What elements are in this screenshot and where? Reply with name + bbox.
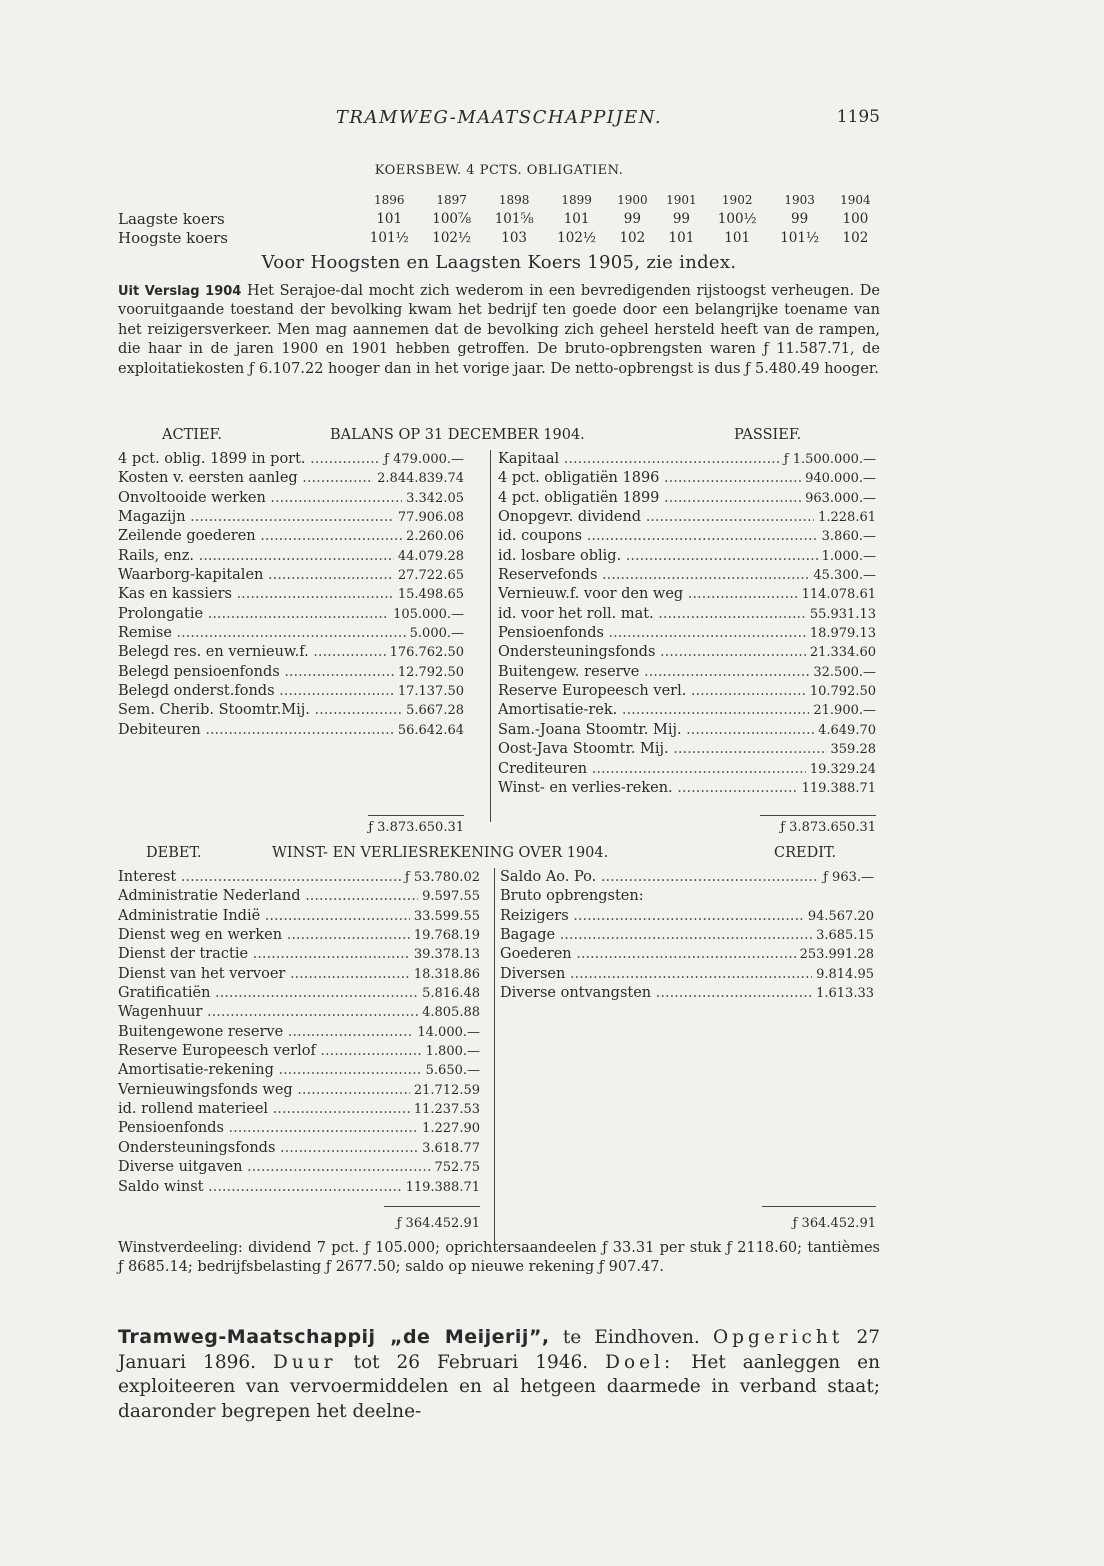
actief-row-value: 2.260.06 bbox=[402, 527, 464, 546]
balans-title: BALANS OP 31 DECEMBER 1904. bbox=[330, 427, 585, 443]
passief-row-value: 21.900.— bbox=[809, 701, 876, 720]
passief-row-label: Winst- en verlies-reken. ..... bbox=[498, 779, 876, 798]
passief-row-label: Sam.-Joana Stoomtr. Mij. ..... bbox=[498, 721, 876, 740]
koers-cell: 99 bbox=[623, 210, 641, 227]
koers-cell: 102 bbox=[842, 229, 869, 246]
passief-row bbox=[498, 585, 876, 604]
credit-row bbox=[500, 945, 874, 964]
actief-row bbox=[118, 489, 464, 508]
winst-verlies-heading bbox=[118, 845, 880, 865]
credit-row-label: Goederen ..... bbox=[500, 945, 874, 964]
passief-row-value: 45.300.— bbox=[809, 566, 876, 585]
passief-row bbox=[498, 469, 876, 488]
koers-cell: 102 bbox=[619, 229, 646, 246]
koers-cell: 100 bbox=[842, 210, 869, 227]
actief-row-label: Belegd onderst.fonds ..... bbox=[118, 682, 464, 701]
actief-heading: ACTIEF. bbox=[162, 427, 222, 443]
debet-row-label: Pensioenfonds ..... bbox=[118, 1119, 480, 1138]
duur-value: tot 26 Februari 1946. bbox=[353, 1351, 589, 1373]
koers-cell: 99 bbox=[672, 210, 691, 227]
debet-row bbox=[118, 1023, 480, 1042]
actief-row bbox=[118, 585, 464, 604]
actief-row-label: Prolongatie ..... bbox=[118, 605, 464, 624]
passief-row bbox=[498, 527, 876, 546]
debet-row bbox=[118, 1042, 480, 1061]
passief-row bbox=[498, 760, 876, 779]
debet-row-value: 39.378.13 bbox=[410, 945, 480, 964]
koers-cell: 100⅞ bbox=[432, 210, 472, 227]
actief-row-label: Rails, enz. ..... bbox=[118, 547, 464, 566]
year-cell: 1898 bbox=[498, 192, 530, 207]
passief-heading: PASSIEF. bbox=[734, 427, 802, 443]
passief-row bbox=[498, 682, 876, 701]
doel-label: Doel: bbox=[605, 1351, 675, 1373]
passief-row bbox=[498, 740, 876, 759]
year-cell: 1896 bbox=[373, 192, 405, 207]
actief-row bbox=[118, 527, 464, 546]
actief-row-label: Zeilende goederen ..... bbox=[118, 527, 464, 546]
debet-row-label: Wagenhuur ..... bbox=[118, 1003, 480, 1022]
koers-cell: 102½ bbox=[432, 229, 472, 246]
actief-row-value: 2.844.839.74 bbox=[373, 469, 464, 488]
actief-row bbox=[118, 682, 464, 701]
actief-row bbox=[118, 469, 464, 488]
actief-row bbox=[118, 566, 464, 585]
debet-row-value: 3.618.77 bbox=[418, 1139, 480, 1158]
passief-row-value: 18.979.13 bbox=[806, 624, 876, 643]
company-name: Tramweg-Maatschappij „de Meijerij”, bbox=[118, 1326, 550, 1348]
debet-row bbox=[118, 984, 480, 1003]
passief-row-label: Oost-Java Stoomtr. Mij. ..... bbox=[498, 740, 876, 759]
debet-row-label: Vernieuwingsfonds weg ..... bbox=[118, 1081, 480, 1100]
actief-row-value: 77.906.08 bbox=[394, 508, 464, 527]
passief-row-label: Crediteuren ..... bbox=[498, 760, 876, 779]
actief-total-rule bbox=[368, 815, 464, 816]
passief-row-value: 32.500.— bbox=[809, 663, 876, 682]
debet-total-rule bbox=[384, 1206, 480, 1207]
passief-row-value: 19.329.24 bbox=[806, 760, 876, 779]
actief-row-value: 3.342.05 bbox=[402, 489, 464, 508]
actief-row-label: Waarborg-kapitalen ..... bbox=[118, 566, 464, 585]
debet-row-label: Saldo winst ..... bbox=[118, 1178, 480, 1197]
actief-row-label: Kas en kassiers ..... bbox=[118, 585, 464, 604]
passief-total: ƒ 3.873.650.31 bbox=[780, 820, 876, 835]
actief-row-value: 5.667.28 bbox=[402, 701, 464, 720]
debet-row-label: Reserve Europeesch verlof ..... bbox=[118, 1042, 480, 1061]
actief-row-label: Belegd pensioenfonds ..... bbox=[118, 663, 464, 682]
credit-row-label: Bagage ..... bbox=[500, 926, 874, 945]
debet-row bbox=[118, 1081, 480, 1100]
passief-row bbox=[498, 605, 876, 624]
year-cell: 1903 bbox=[784, 192, 815, 207]
credit-heading: CREDIT. bbox=[774, 845, 837, 861]
actief-row-label: Magazijn ..... bbox=[118, 508, 464, 527]
credit-total-rule bbox=[762, 1206, 876, 1207]
actief-row-label: Belegd res. en vernieuw.f. ..... bbox=[118, 643, 464, 662]
koers-cell: 103 bbox=[501, 229, 528, 246]
debet-row-value: 33.599.55 bbox=[410, 907, 480, 926]
debet-row-value: 9.597.55 bbox=[418, 887, 480, 906]
debet-row-label: id. rollend materieel ..... bbox=[118, 1100, 480, 1119]
page-header bbox=[118, 107, 880, 135]
actief-row-value: 12.792.50 bbox=[394, 663, 464, 682]
actief-row-value: 5.000.— bbox=[406, 624, 464, 643]
passief-row bbox=[498, 643, 876, 662]
passief-row-value: 940.000.— bbox=[801, 469, 876, 488]
passief-row-value: 10.792.50 bbox=[806, 682, 876, 701]
company-place: te Eindhoven. bbox=[562, 1327, 700, 1348]
passief-row-value: 55.931.13 bbox=[806, 605, 876, 624]
passief-row-label: Vernieuw.f. voor den weg ..... bbox=[498, 585, 876, 604]
credit-row bbox=[500, 868, 874, 887]
passief-row-value: 21.334.60 bbox=[806, 643, 876, 662]
debet-row-label: Amortisatie-rekening ..... bbox=[118, 1061, 480, 1080]
koers-note: Voor Hoogsten en Laagsten Koers 1905, zie index. bbox=[261, 252, 737, 273]
debet-row-label: Dienst weg en werken ..... bbox=[118, 926, 480, 945]
debet-row-value: 19.768.19 bbox=[410, 926, 480, 945]
credit-row bbox=[500, 887, 874, 906]
passief-row bbox=[498, 489, 876, 508]
actief-row bbox=[118, 547, 464, 566]
koers-cell: 101 bbox=[563, 210, 590, 227]
passief-row-label: Pensioenfonds ..... bbox=[498, 624, 876, 643]
verslag-text: Het Serajoe-dal mocht zich wederom in een bevredigenden rijstoogst verheugen. De vooruitgaande toestand der bevolking kwam het bedrijf ten goede door een belangrijke toename van het reizigersverkeer. Men mag aannemen dat de bevolking zich geheel hersteld heeft van de rampen, die haar in de jaren 1900 en 1901 hebben getroffen. De bruto-opbrengsten waren ƒ 11.587.71, de exploitatiekosten ƒ 6.107.22 hooger dan in het vorige jaar. De netto-opbrengst is dus ƒ 5.480.49 hooger. bbox=[118, 283, 880, 377]
passief-row-value: ƒ 1.500.000.— bbox=[780, 450, 876, 469]
credit-row bbox=[500, 907, 874, 926]
balans-divider bbox=[490, 450, 491, 822]
actief-row-value: ƒ 479.000.— bbox=[380, 450, 464, 469]
credit-total: ƒ 364.452.91 bbox=[792, 1216, 876, 1231]
winstverdeeling-paragraph: Winstverdeeling: dividend 7 pct. ƒ 105.000; oprichtersaandeelen ƒ 33.31 per stuk ƒ 2118.60; tantièmes ƒ 8685.14; bedrijfsbelasting ƒ 2677.50; saldo op nieuwe rekening ƒ 907.47. bbox=[118, 1240, 880, 1276]
debet-row-value: ƒ 53.780.02 bbox=[401, 868, 480, 887]
actief-row bbox=[118, 450, 464, 469]
opgericht-value: 27 Januari 1896. bbox=[118, 1327, 880, 1373]
credit-row-label: Reizigers ..... bbox=[500, 907, 874, 926]
passief-row-label: Buitengew. reserve ..... bbox=[498, 663, 876, 682]
passief-row bbox=[498, 450, 876, 469]
passief-row-label: Ondersteuningsfonds ..... bbox=[498, 643, 876, 662]
verslag-lead: Uit Verslag 1904 bbox=[118, 284, 242, 299]
credit-row-value: 94.567.20 bbox=[804, 907, 874, 926]
debet-total: ƒ 364.452.91 bbox=[396, 1216, 480, 1231]
koers-cell: 99 bbox=[791, 210, 809, 227]
credit-row-value: ƒ 963.— bbox=[819, 868, 874, 887]
debet-heading: DEBET. bbox=[146, 845, 202, 861]
actief-row bbox=[118, 624, 464, 643]
debet-row-value: 11.237.53 bbox=[410, 1100, 480, 1119]
year-cell: 1900 bbox=[617, 192, 648, 207]
debet-row bbox=[118, 945, 480, 964]
credit-row-label: Diverse ontvangsten ..... bbox=[500, 984, 874, 1003]
duur-label: Duur bbox=[273, 1351, 337, 1373]
passief-row bbox=[498, 547, 876, 566]
passief-row-label: Amortisatie-rek. ..... bbox=[498, 701, 876, 720]
debet-row-value: 5.650.— bbox=[422, 1061, 480, 1080]
passief-row-label: 4 pct. obligatiën 1896 ..... bbox=[498, 469, 876, 488]
actief-row-label: Kosten v. eersten aanleg ..... bbox=[118, 469, 464, 488]
koers-cell: 101⅝ bbox=[494, 210, 534, 227]
winst-verlies-title: WINST- EN VERLIESREKENING OVER 1904. bbox=[272, 845, 609, 861]
actief-row-label: Onvoltooide werken ..... bbox=[118, 489, 464, 508]
actief-row-value: 15.498.65 bbox=[394, 585, 464, 604]
debet-row bbox=[118, 1158, 480, 1177]
debet-row-label: Dienst der tractie ..... bbox=[118, 945, 480, 964]
debet-row-value: 752.75 bbox=[431, 1158, 481, 1177]
debet-row bbox=[118, 1003, 480, 1022]
passief-total-rule bbox=[760, 815, 876, 816]
passief-row-value: 4.649.70 bbox=[814, 721, 876, 740]
passief-row-label: id. voor het roll. mat. ..... bbox=[498, 605, 876, 624]
passief-row-label: id. coupons ..... bbox=[498, 527, 876, 546]
debet-row-label: Dienst van het vervoer ..... bbox=[118, 965, 480, 984]
debet-row-value: 119.388.71 bbox=[402, 1178, 480, 1197]
koers-table bbox=[118, 190, 880, 247]
actief-row-label: Sem. Cherib. Stoomtr.Mij. ..... bbox=[118, 701, 464, 720]
passief-row-value: 359.28 bbox=[827, 740, 877, 759]
debet-row-label: Gratificatiën ..... bbox=[118, 984, 480, 1003]
row-label: Laagste koers bbox=[118, 209, 225, 228]
credit-row-label: Saldo Ao. Po. ..... bbox=[500, 868, 874, 887]
koers-cell: 102½ bbox=[557, 229, 597, 246]
credit-row-value: 9.814.95 bbox=[812, 965, 874, 984]
actief-row-label: Debiteuren ..... bbox=[118, 721, 464, 740]
debet-row-value: 21.712.59 bbox=[410, 1081, 480, 1100]
debet-row-label: Interest ..... bbox=[118, 868, 480, 887]
row-label: Hoogste koers bbox=[118, 228, 228, 247]
actief-row-label: 4 pct. oblig. 1899 in port. ..... bbox=[118, 450, 464, 469]
actief-row bbox=[118, 508, 464, 527]
debet-row-value: 14.000.— bbox=[413, 1023, 480, 1042]
debet-row-label: Ondersteuningsfonds ..... bbox=[118, 1139, 480, 1158]
credit-column bbox=[500, 868, 874, 1003]
debet-row bbox=[118, 926, 480, 945]
passief-row-value: 3.860.— bbox=[818, 527, 876, 546]
page-number: 1195 bbox=[836, 107, 880, 127]
passief-row-label: id. losbare oblig. ..... bbox=[498, 547, 876, 566]
balans-heading bbox=[118, 427, 880, 447]
debet-row-value: 4.805.88 bbox=[418, 1003, 480, 1022]
passief-row-label: 4 pct. obligatiën 1899 ..... bbox=[498, 489, 876, 508]
passief-row-label: Reserve Europeesch verl. ..... bbox=[498, 682, 876, 701]
actief-row bbox=[118, 643, 464, 662]
debet-row-value: 18.318.86 bbox=[410, 965, 480, 984]
debet-row bbox=[118, 965, 480, 984]
actief-row-value: 105.000.— bbox=[389, 605, 464, 624]
passief-row bbox=[498, 663, 876, 682]
doel-text: Het aanleggen en exploiteeren van vervoermiddelen en al hetgeen daarmede in verband staat; daaronder begrepen het deelne- bbox=[118, 1351, 880, 1422]
koers-cell: 101 bbox=[376, 210, 403, 227]
year-cell: 1899 bbox=[561, 192, 592, 207]
actief-row-value: 176.762.50 bbox=[386, 643, 464, 662]
actief-row-value: 56.642.64 bbox=[394, 721, 464, 740]
debet-row bbox=[118, 1119, 480, 1138]
actief-row-label: Remise ..... bbox=[118, 624, 464, 643]
credit-row-label: Diversen ..... bbox=[500, 965, 874, 984]
passief-row bbox=[498, 779, 876, 798]
debet-row-value: 1.227.90 bbox=[418, 1119, 480, 1138]
verslag-paragraph bbox=[118, 282, 880, 379]
passief-row bbox=[498, 624, 876, 643]
passief-row-label: Onopgevr. dividend ..... bbox=[498, 508, 876, 527]
passief-row-value: 114.078.61 bbox=[798, 585, 876, 604]
year-cell: 1904 bbox=[840, 192, 871, 207]
debet-row bbox=[118, 907, 480, 926]
credit-row-value: 253.991.28 bbox=[796, 945, 874, 964]
credit-row-label: Bruto opbrengsten: bbox=[500, 888, 644, 905]
debet-row bbox=[118, 1100, 480, 1119]
koers-years-row bbox=[118, 190, 880, 209]
actief-row bbox=[118, 663, 464, 682]
debet-row-label: Buitengewone reserve ..... bbox=[118, 1023, 480, 1042]
passief-row-value: 1.228.61 bbox=[814, 508, 876, 527]
koers-table-title: KOERSBEW. 4 PCTS. OBLIGATIEN. bbox=[374, 163, 624, 178]
koers-row-hoogste bbox=[118, 228, 880, 247]
koers-cell: 101 bbox=[668, 229, 695, 246]
debet-row bbox=[118, 1178, 480, 1197]
debet-row bbox=[118, 1139, 480, 1158]
year-cell: 1901 bbox=[666, 192, 697, 207]
credit-row bbox=[500, 965, 874, 984]
actief-total: ƒ 3.873.650.31 bbox=[368, 820, 464, 835]
passief-row-label: Kapitaal ..... bbox=[498, 450, 876, 469]
passief-row-value: 1.000.— bbox=[818, 547, 876, 566]
actief-row-value: 17.137.50 bbox=[394, 682, 464, 701]
running-title: TRAMWEG-MAATSCHAPPIJEN. bbox=[335, 107, 663, 128]
opgericht-label: Opgericht bbox=[712, 1327, 844, 1348]
passief-row bbox=[498, 721, 876, 740]
actief-column bbox=[118, 450, 464, 740]
passief-row-value: 119.388.71 bbox=[798, 779, 876, 798]
credit-row bbox=[500, 984, 874, 1003]
winst-verlies-divider bbox=[494, 868, 495, 1242]
debet-row-label: Administratie Nederland ..... bbox=[118, 887, 480, 906]
actief-row bbox=[118, 605, 464, 624]
passief-row bbox=[498, 701, 876, 720]
koers-cell: 100½ bbox=[717, 210, 757, 227]
passief-row bbox=[498, 566, 876, 585]
koers-cell: 101½ bbox=[369, 229, 409, 246]
debet-row-label: Diverse uitgaven ..... bbox=[118, 1158, 480, 1177]
debet-row-value: 5.816.48 bbox=[418, 984, 480, 1003]
meijerij-entry bbox=[118, 1325, 880, 1424]
debet-column bbox=[118, 868, 480, 1197]
year-cell: 1902 bbox=[721, 192, 753, 207]
debet-row bbox=[118, 887, 480, 906]
credit-row bbox=[500, 926, 874, 945]
actief-row-value: 27.722.65 bbox=[394, 566, 464, 585]
year-cell: 1897 bbox=[436, 192, 467, 207]
debet-row bbox=[118, 1061, 480, 1080]
passief-row bbox=[498, 508, 876, 527]
credit-row-value: 3.685.15 bbox=[812, 926, 874, 945]
actief-row-value: 44.079.28 bbox=[394, 547, 464, 566]
debet-row-value: 1.800.— bbox=[422, 1042, 480, 1061]
actief-row bbox=[118, 721, 464, 740]
debet-row bbox=[118, 868, 480, 887]
passief-column bbox=[498, 450, 876, 798]
koers-row-laagste bbox=[118, 209, 880, 228]
passief-row-value: 963.000.— bbox=[801, 489, 876, 508]
credit-row-value: 1.613.33 bbox=[812, 984, 874, 1003]
debet-row-label: Administratie Indië ..... bbox=[118, 907, 480, 926]
passief-row-label: Reservefonds ..... bbox=[498, 566, 876, 585]
koers-cell: 101 bbox=[724, 229, 751, 246]
koers-cell: 101½ bbox=[780, 229, 820, 246]
actief-row bbox=[118, 701, 464, 720]
